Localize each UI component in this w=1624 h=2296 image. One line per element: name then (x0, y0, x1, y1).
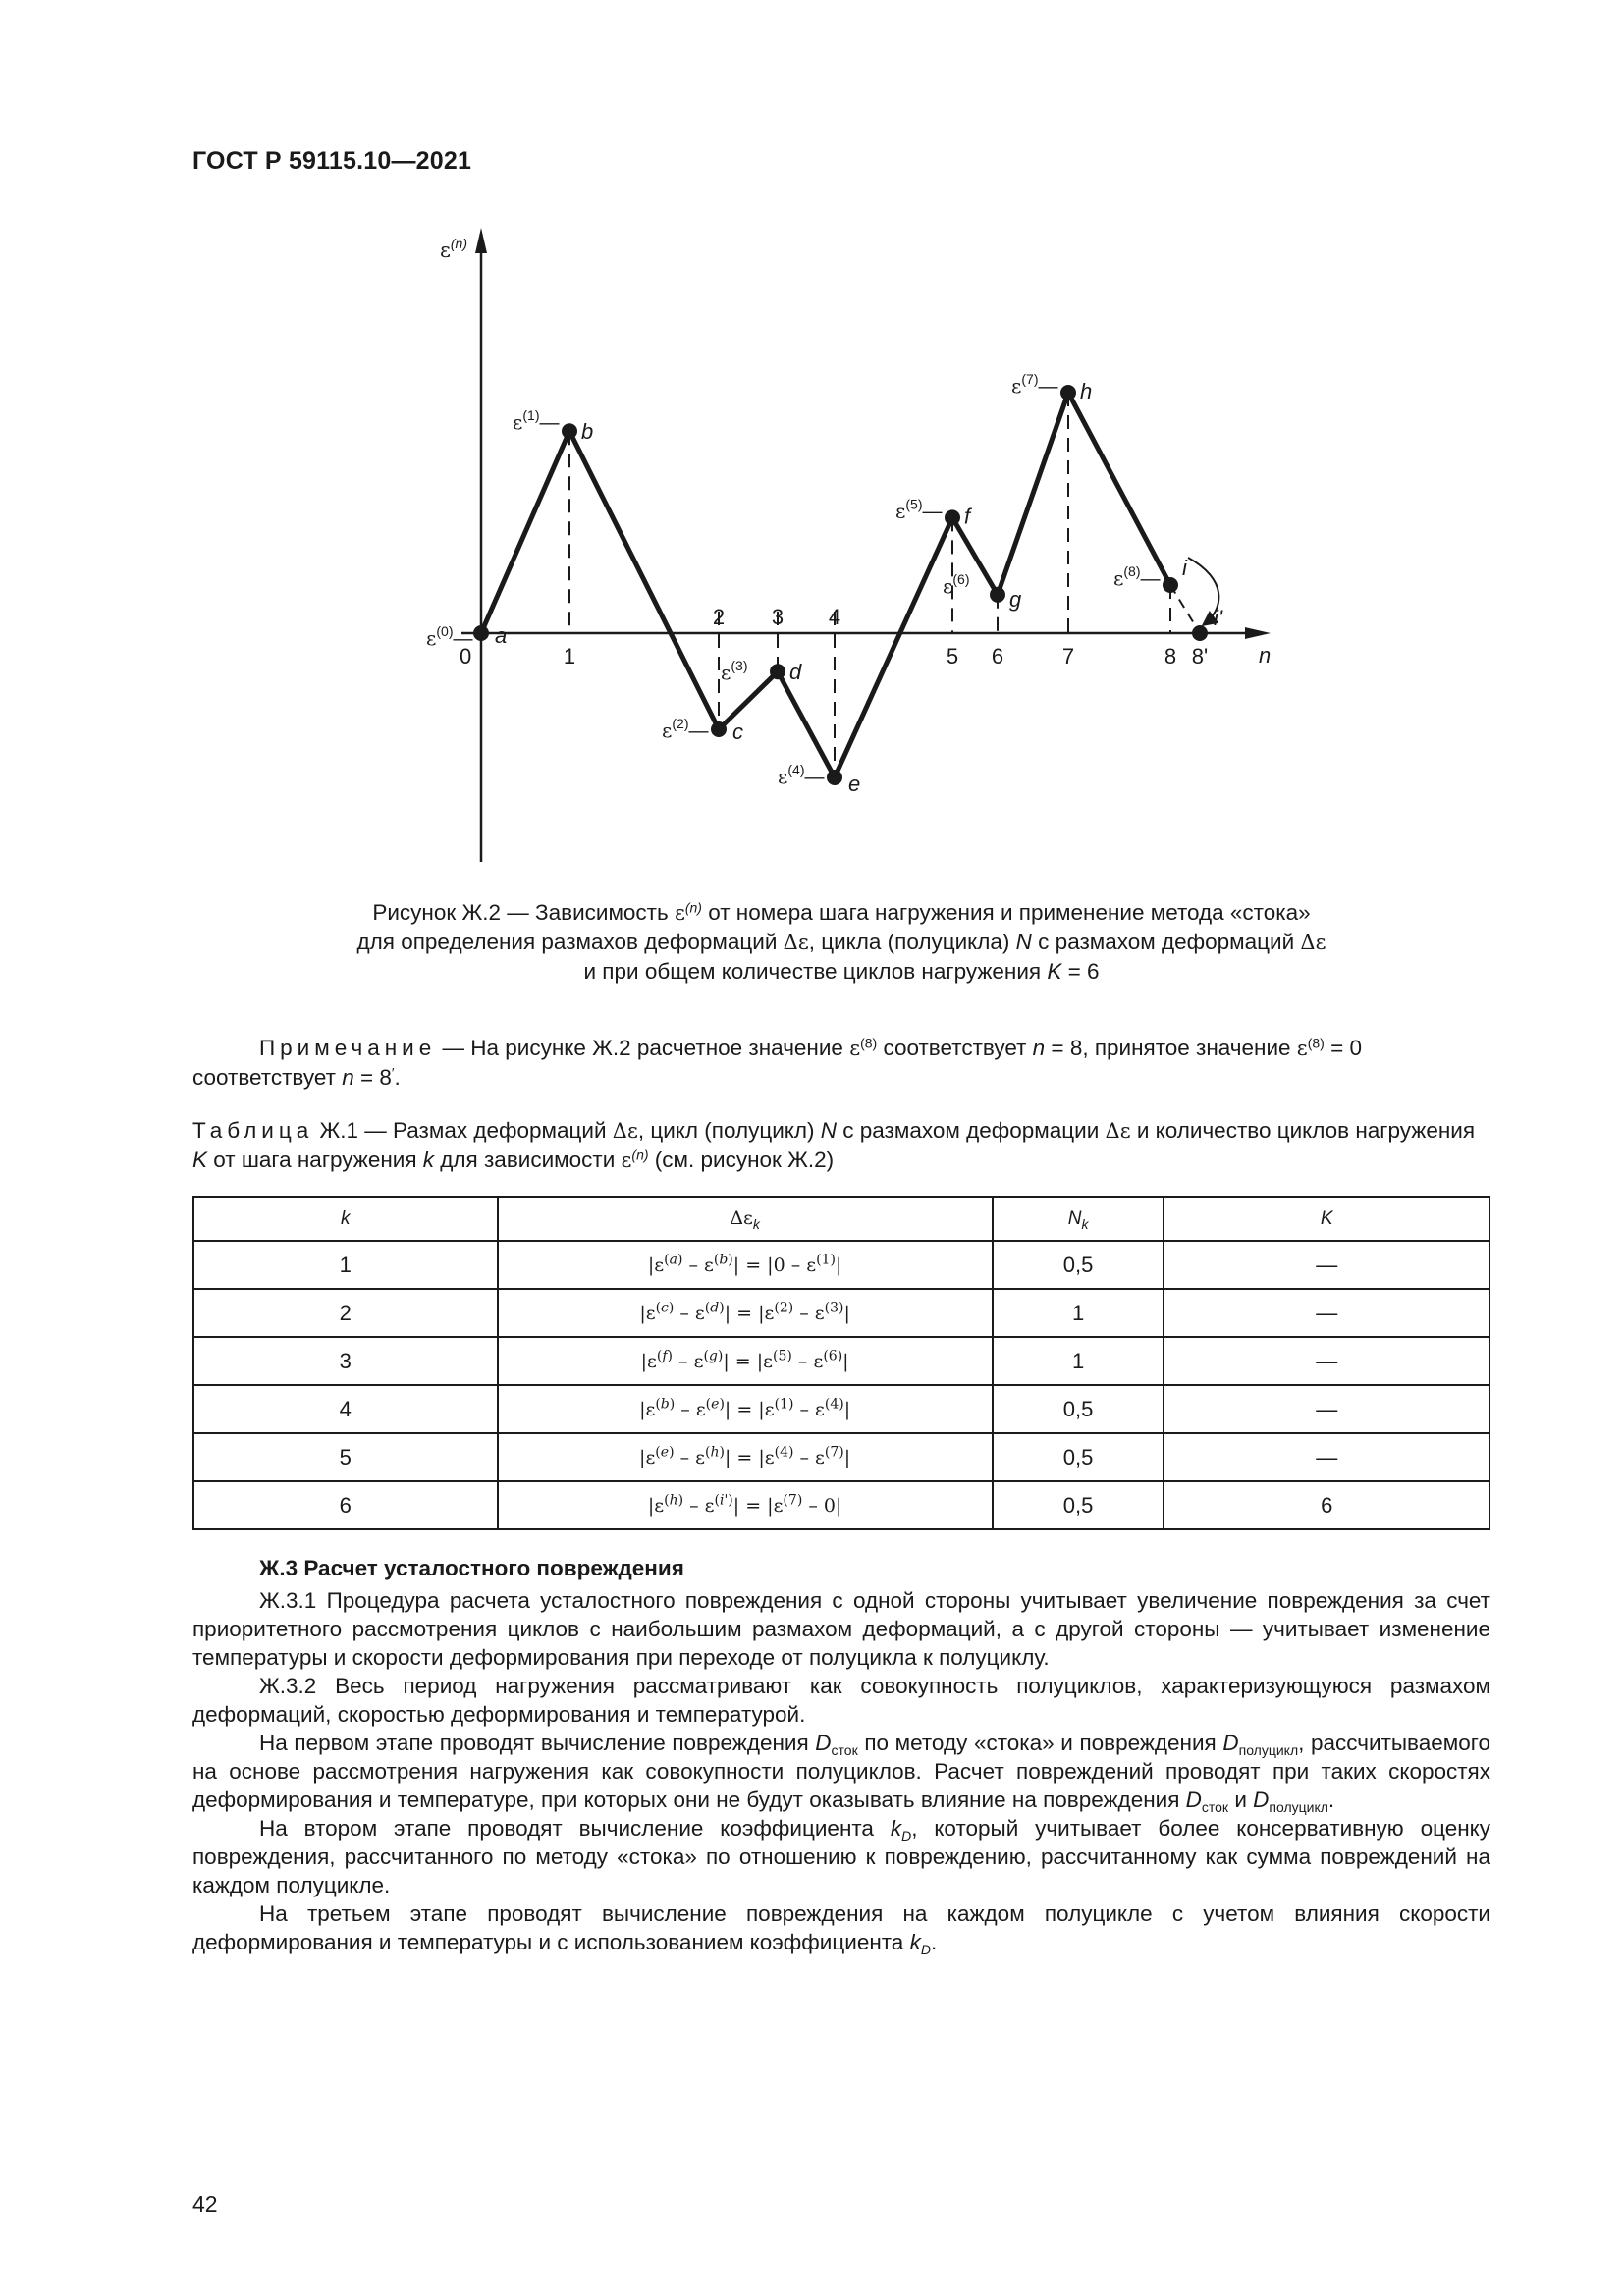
cell-k: 5 (193, 1433, 498, 1481)
tick-label-5: 5 (946, 644, 959, 668)
cell-formula: $|\varepsilon^{(f)} - \varepsilon^{(g)}| = |\varepsilon^{(5)} - \varepsilon^{(6)}|$ (498, 1337, 993, 1385)
cell-k: 6 (193, 1481, 498, 1529)
note: Примечание — На рисунке Ж.2 расчетное значение $\varepsilon^{(8)}$ соответствует n = 8, принятое значение $\varepsilon^{(8)} = 0$ соответствует n = 8′. (192, 1035, 1362, 1090)
strain-curve (481, 393, 1170, 777)
point-b (562, 423, 577, 439)
tick-label-3: 3 (771, 605, 785, 629)
cell-k: 1 (193, 1241, 498, 1289)
table-row (193, 1337, 1489, 1385)
point-label-letter-e: e (848, 772, 861, 796)
paragraph-3: На первом этапе проводят вычисление повреждения $D_{сток}$ по методу «стока» и повреждения $D_{полуцикл}$, рассчитываемого на основе рассмотрения нагружения как совокупности полуциклов. Расчет повреждений проводят при таких скоростях деформирования и температуре, при которых они не будут оказывать влияние на повреждения $D_{сток}$ и $D_{полуцикл}$. (192, 1731, 1490, 1815)
table-title: Таблица Ж.1 — Размах деформаций Δε, цикл (полуцикл) N с размахом деформации Δε и количество циклов нагружения K от шага нагружения k для зависимости $\varepsilon^{(n)}$ (см. рисунок Ж.2) (192, 1118, 1476, 1172)
tick-label-7: 7 (1061, 644, 1075, 668)
origin-label: 0 (460, 644, 472, 668)
table-row (193, 1289, 1489, 1337)
point-label-eps-g: $\varepsilon^{(6)}$ (943, 570, 970, 598)
section-title: Ж.3 Расчет усталостного повреждения (259, 1556, 684, 1580)
table-row (193, 1241, 1489, 1289)
point-label-eps-b: $\varepsilon^{(1)}—$ (513, 407, 560, 435)
y-axis-label: $\varepsilon^{(n)}$ (440, 236, 468, 262)
page-number: 42 (192, 2191, 218, 2216)
strain-range-table (192, 1196, 1490, 1530)
paragraph-4: На втором этапе проводят вычисление коэффициента $k_D$, который учитывает более консервативную оценку повреждения, рассчитанного по методу «стока» по отношению к повреждению, рассчитанному как сумма повреждений на каждом полуцикле. (192, 1816, 1490, 1897)
document-code: ГОСТ Р 59115.10—2021 (192, 147, 472, 175)
point-label-eps-i: $\varepsilon^{(8)}—$ (1113, 563, 1161, 590)
paragraph-1: Ж.3.1 Процедура расчета усталостного повреждения с одной стороны учитывает увеличение повреждения за счет приоритетного рассмотрения циклов с наибольшим размахом деформаций, а с другой стороны — учитывает изменение температуры и скорости деформирования при переходе от полуцикла к полуциклу. (192, 1588, 1490, 1670)
point-label-eps-d: $\varepsilon^{(3)}$ (721, 658, 748, 685)
cell-N: 0,5 (993, 1241, 1164, 1289)
point-h (1060, 385, 1076, 400)
point-c (711, 721, 727, 737)
point-a (473, 625, 489, 641)
cell-formula: $|\varepsilon^{(h)} - \varepsilon^{(i')}| = |\varepsilon^{(7)} - 0|$ (498, 1481, 993, 1529)
paragraph-5: На третьем этапе проводят вычисление повреждения на каждом полуцикле с учетом влияния скорости деформирования и температуры и с использованием коэффициента $k_D$. (192, 1901, 1490, 1957)
cell-K: — (1164, 1337, 1489, 1385)
point-i (1163, 577, 1178, 593)
cell-N: 0,5 (993, 1481, 1164, 1529)
point-d (770, 664, 785, 679)
tick-label-1: 1 (563, 644, 576, 668)
point-g (990, 587, 1005, 603)
point-label-eps-h: $\varepsilon^{(7)}—$ (1011, 371, 1058, 398)
cell-formula: $|\varepsilon^{(a)} - \varepsilon^{(b)}| = |0 - \varepsilon^{(1)}|$ (498, 1241, 993, 1289)
cell-formula: $|\varepsilon^{(b)} - \varepsilon^{(e)}| = |\varepsilon^{(1)} - \varepsilon^{(4)}|$ (498, 1385, 993, 1433)
cell-K: — (1164, 1385, 1489, 1433)
point-i-prime (1192, 625, 1208, 641)
cell-N: 1 (993, 1337, 1164, 1385)
section-body (192, 1586, 1490, 1956)
header-K: K (1164, 1197, 1489, 1241)
cell-K: — (1164, 1433, 1489, 1481)
point-label-letter-d: d (789, 660, 802, 685)
cell-K: 6 (1164, 1481, 1489, 1529)
rainflow-drop-line (1170, 585, 1200, 633)
header-k: k (193, 1197, 498, 1241)
header-N: $N_k$ (993, 1197, 1164, 1241)
cell-formula: $|\varepsilon^{(c)} - \varepsilon^{(d)}| = |\varepsilon^{(2)} - \varepsilon^{(3)}|$ (498, 1289, 993, 1337)
point-label-letter-i-prime: i' (1214, 606, 1223, 630)
point-label-letter-g: g (1009, 586, 1022, 612)
table-row (193, 1385, 1489, 1433)
cell-K: — (1164, 1241, 1489, 1289)
strain-history-figure (0, 0, 1624, 883)
table-row (193, 1433, 1489, 1481)
point-f (945, 509, 960, 525)
table-row (193, 1481, 1489, 1529)
point-label-letter-i: i (1182, 556, 1187, 580)
y-axis-arrow (475, 228, 487, 253)
cell-k: 2 (193, 1289, 498, 1337)
point-label-letter-c: c (732, 720, 743, 744)
header-delta-eps: $\Delta\varepsilon_k$ (498, 1197, 993, 1241)
point-labels (426, 371, 1223, 796)
paragraph-2: Ж.3.2 Весь период нагружения рассматривают как совокупность полуциклов, характеризующуюся размахом деформаций, скоростью деформирования и температурой. (192, 1674, 1490, 1727)
cell-formula: $|\varepsilon^{(e)} - \varepsilon^{(h)}| = |\varepsilon^{(4)} - \varepsilon^{(7)}|$ (498, 1433, 993, 1481)
point-label-eps-a: $\varepsilon^{(0)}—$ (426, 623, 473, 650)
tick-label-8-prime: 8' (1191, 644, 1209, 668)
point-label-letter-f: f (964, 504, 971, 529)
point-e (827, 770, 842, 785)
point-label-eps-c: $\varepsilon^{(2)}—$ (662, 716, 709, 742)
cell-k: 3 (193, 1337, 498, 1385)
point-label-eps-e: $\varepsilon^{(4)}—$ (778, 762, 825, 788)
cell-K: — (1164, 1289, 1489, 1337)
cell-k: 4 (193, 1385, 498, 1433)
point-label-letter-b: b (581, 419, 594, 445)
tick-label-6: 6 (991, 644, 1004, 668)
x-axis-label: n (1259, 643, 1272, 667)
cell-N: 0,5 (993, 1433, 1164, 1481)
x-axis-arrow (1245, 627, 1271, 639)
figure-caption: Рисунок Ж.2 — Зависимость $\varepsilon^{(n)}$ от номера шага нагружения и применение метода «стока» для определения размахов деформаций Δε, цикла (полуцикла) N с размахом деформаций Δε и при общем количестве циклов нагружения K = 6 (356, 899, 1326, 984)
point-label-letter-h: h (1080, 379, 1093, 403)
cell-N: 0,5 (993, 1385, 1164, 1433)
tick-label-8: 8 (1164, 644, 1177, 668)
projection-lines (569, 393, 1170, 777)
cell-N: 1 (993, 1289, 1164, 1337)
table-header-row (193, 1197, 1489, 1241)
point-label-letter-a: a (495, 623, 508, 648)
point-label-eps-f: $\varepsilon^{(5)}—$ (895, 496, 943, 523)
tick-label-4: 4 (828, 605, 841, 629)
tick-label-2: 2 (712, 605, 726, 629)
